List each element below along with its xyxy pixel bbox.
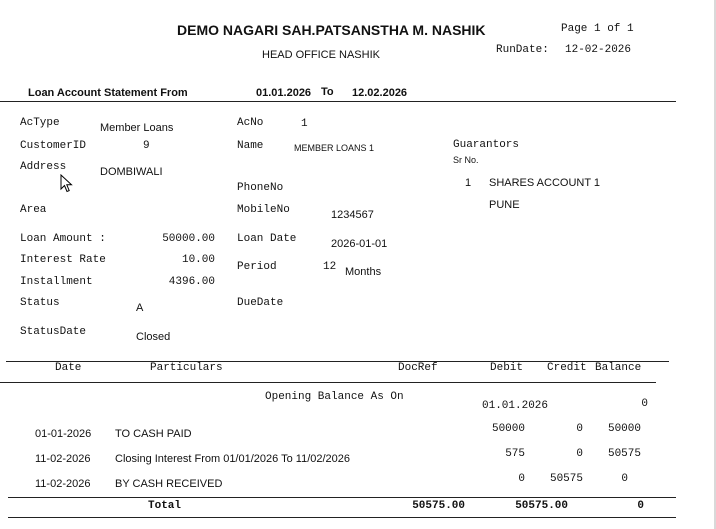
guarantors-sr-label: Sr No. xyxy=(453,155,479,165)
loan-date-value: 2026-01-01 xyxy=(331,238,388,250)
opening-balance-label: Opening Balance As On xyxy=(265,391,404,403)
table-row-credit: 50575 xyxy=(549,473,583,485)
table-row-debit: 0 xyxy=(518,473,525,485)
status-date-label: StatusDate xyxy=(20,326,87,338)
area-label: Area xyxy=(20,204,47,216)
installment-value: 4396.00 xyxy=(168,276,215,288)
statement-to-date: 12.02.2026 xyxy=(352,87,408,99)
acno-label: AcNo xyxy=(237,117,264,129)
page-indicator: Page 1 of 1 xyxy=(561,23,634,35)
status-date-value: Closed xyxy=(136,331,171,343)
mouse-pointer-icon xyxy=(60,174,74,199)
col-docref: DocRef xyxy=(398,362,438,374)
table-row-particulars: TO CASH PAID xyxy=(115,428,192,440)
mobile-value: 1234567 xyxy=(331,209,374,221)
col-debit: Debit xyxy=(490,362,524,374)
period-label: Period xyxy=(237,261,277,273)
table-row-credit: 0 xyxy=(576,448,583,460)
acno-value: 1 xyxy=(301,118,308,130)
branch-name: HEAD OFFICE NASHIK xyxy=(262,49,380,61)
col-balance: Balance xyxy=(595,362,642,374)
installment-label: Installment xyxy=(20,276,93,288)
total-label: Total xyxy=(148,500,182,512)
divider-total-bottom xyxy=(8,517,676,518)
status-value: A xyxy=(136,302,144,314)
guarantor-name: SHARES ACCOUNT 1 xyxy=(489,177,601,189)
table-row-balance: 50575 xyxy=(607,448,641,460)
col-particulars: Particulars xyxy=(150,362,223,374)
address-label: Address xyxy=(20,161,67,173)
divider-total-top xyxy=(8,497,676,498)
org-name: DEMO NAGARI SAH.PATSANSTHA M. NASHIK xyxy=(177,22,486,38)
table-row-balance: 50000 xyxy=(607,423,641,435)
table-row-debit: 575 xyxy=(505,448,525,460)
name-label: Name xyxy=(237,140,264,152)
address-value: DOMBIWALI xyxy=(100,166,163,178)
statement-from-date: 01.01.2026 xyxy=(256,87,312,99)
mobile-label: MobileNo xyxy=(237,204,290,216)
statement-label: Loan Account Statement From xyxy=(28,87,188,99)
total-debit: 50575.00 xyxy=(515,500,568,512)
table-row-date: 11-02-2026 xyxy=(35,453,91,465)
guarantor-sr: 1 xyxy=(465,177,472,189)
table-row-date: 01-01-2026 xyxy=(35,428,92,440)
customer-id-label: CustomerID xyxy=(20,140,87,152)
phone-label: PhoneNo xyxy=(237,182,284,194)
total-balance: 0 xyxy=(637,500,644,512)
interest-rate-label: Interest Rate xyxy=(20,254,106,266)
col-date: Date xyxy=(55,362,82,374)
table-row-balance: 0 xyxy=(621,473,628,485)
statement-to-label: To xyxy=(321,86,334,98)
table-row-credit: 0 xyxy=(576,423,583,435)
period-value: 12 xyxy=(323,261,337,273)
due-date-label: DueDate xyxy=(237,297,284,309)
col-credit: Credit xyxy=(547,362,587,374)
table-row-date: 11-02-2026 xyxy=(35,478,91,490)
interest-rate-value: 10.00 xyxy=(181,254,215,266)
run-date: 12-02-2026 xyxy=(565,44,632,56)
divider-statement xyxy=(0,101,676,102)
divider-table-header xyxy=(0,382,656,383)
actype-value: Member Loans xyxy=(100,122,174,134)
loan-amount-value: 50000.00 xyxy=(162,233,215,245)
table-row-particulars: BY CASH RECEIVED xyxy=(115,478,223,490)
guarantors-label: Guarantors xyxy=(453,139,520,151)
guarantor-place: PUNE xyxy=(489,199,520,211)
total-docref: 50575.00 xyxy=(412,500,465,512)
status-label: Status xyxy=(20,297,60,309)
customer-id-value: 9 xyxy=(143,140,150,152)
opening-balance-date: 01.01.2026 xyxy=(482,400,549,412)
name-value: MEMBER LOANS 1 xyxy=(294,143,375,153)
table-row-particulars: Closing Interest From 01/01/2026 To 11/02/2026 xyxy=(115,453,351,465)
loan-date-label: Loan Date xyxy=(237,233,297,245)
table-row-debit: 50000 xyxy=(491,423,525,435)
period-unit: Months xyxy=(345,266,382,278)
opening-balance-value: 0 xyxy=(641,398,648,410)
run-date-label: RunDate: xyxy=(496,44,549,56)
actype-label: AcType xyxy=(20,117,60,129)
loan-amount-label: Loan Amount : xyxy=(20,233,106,245)
